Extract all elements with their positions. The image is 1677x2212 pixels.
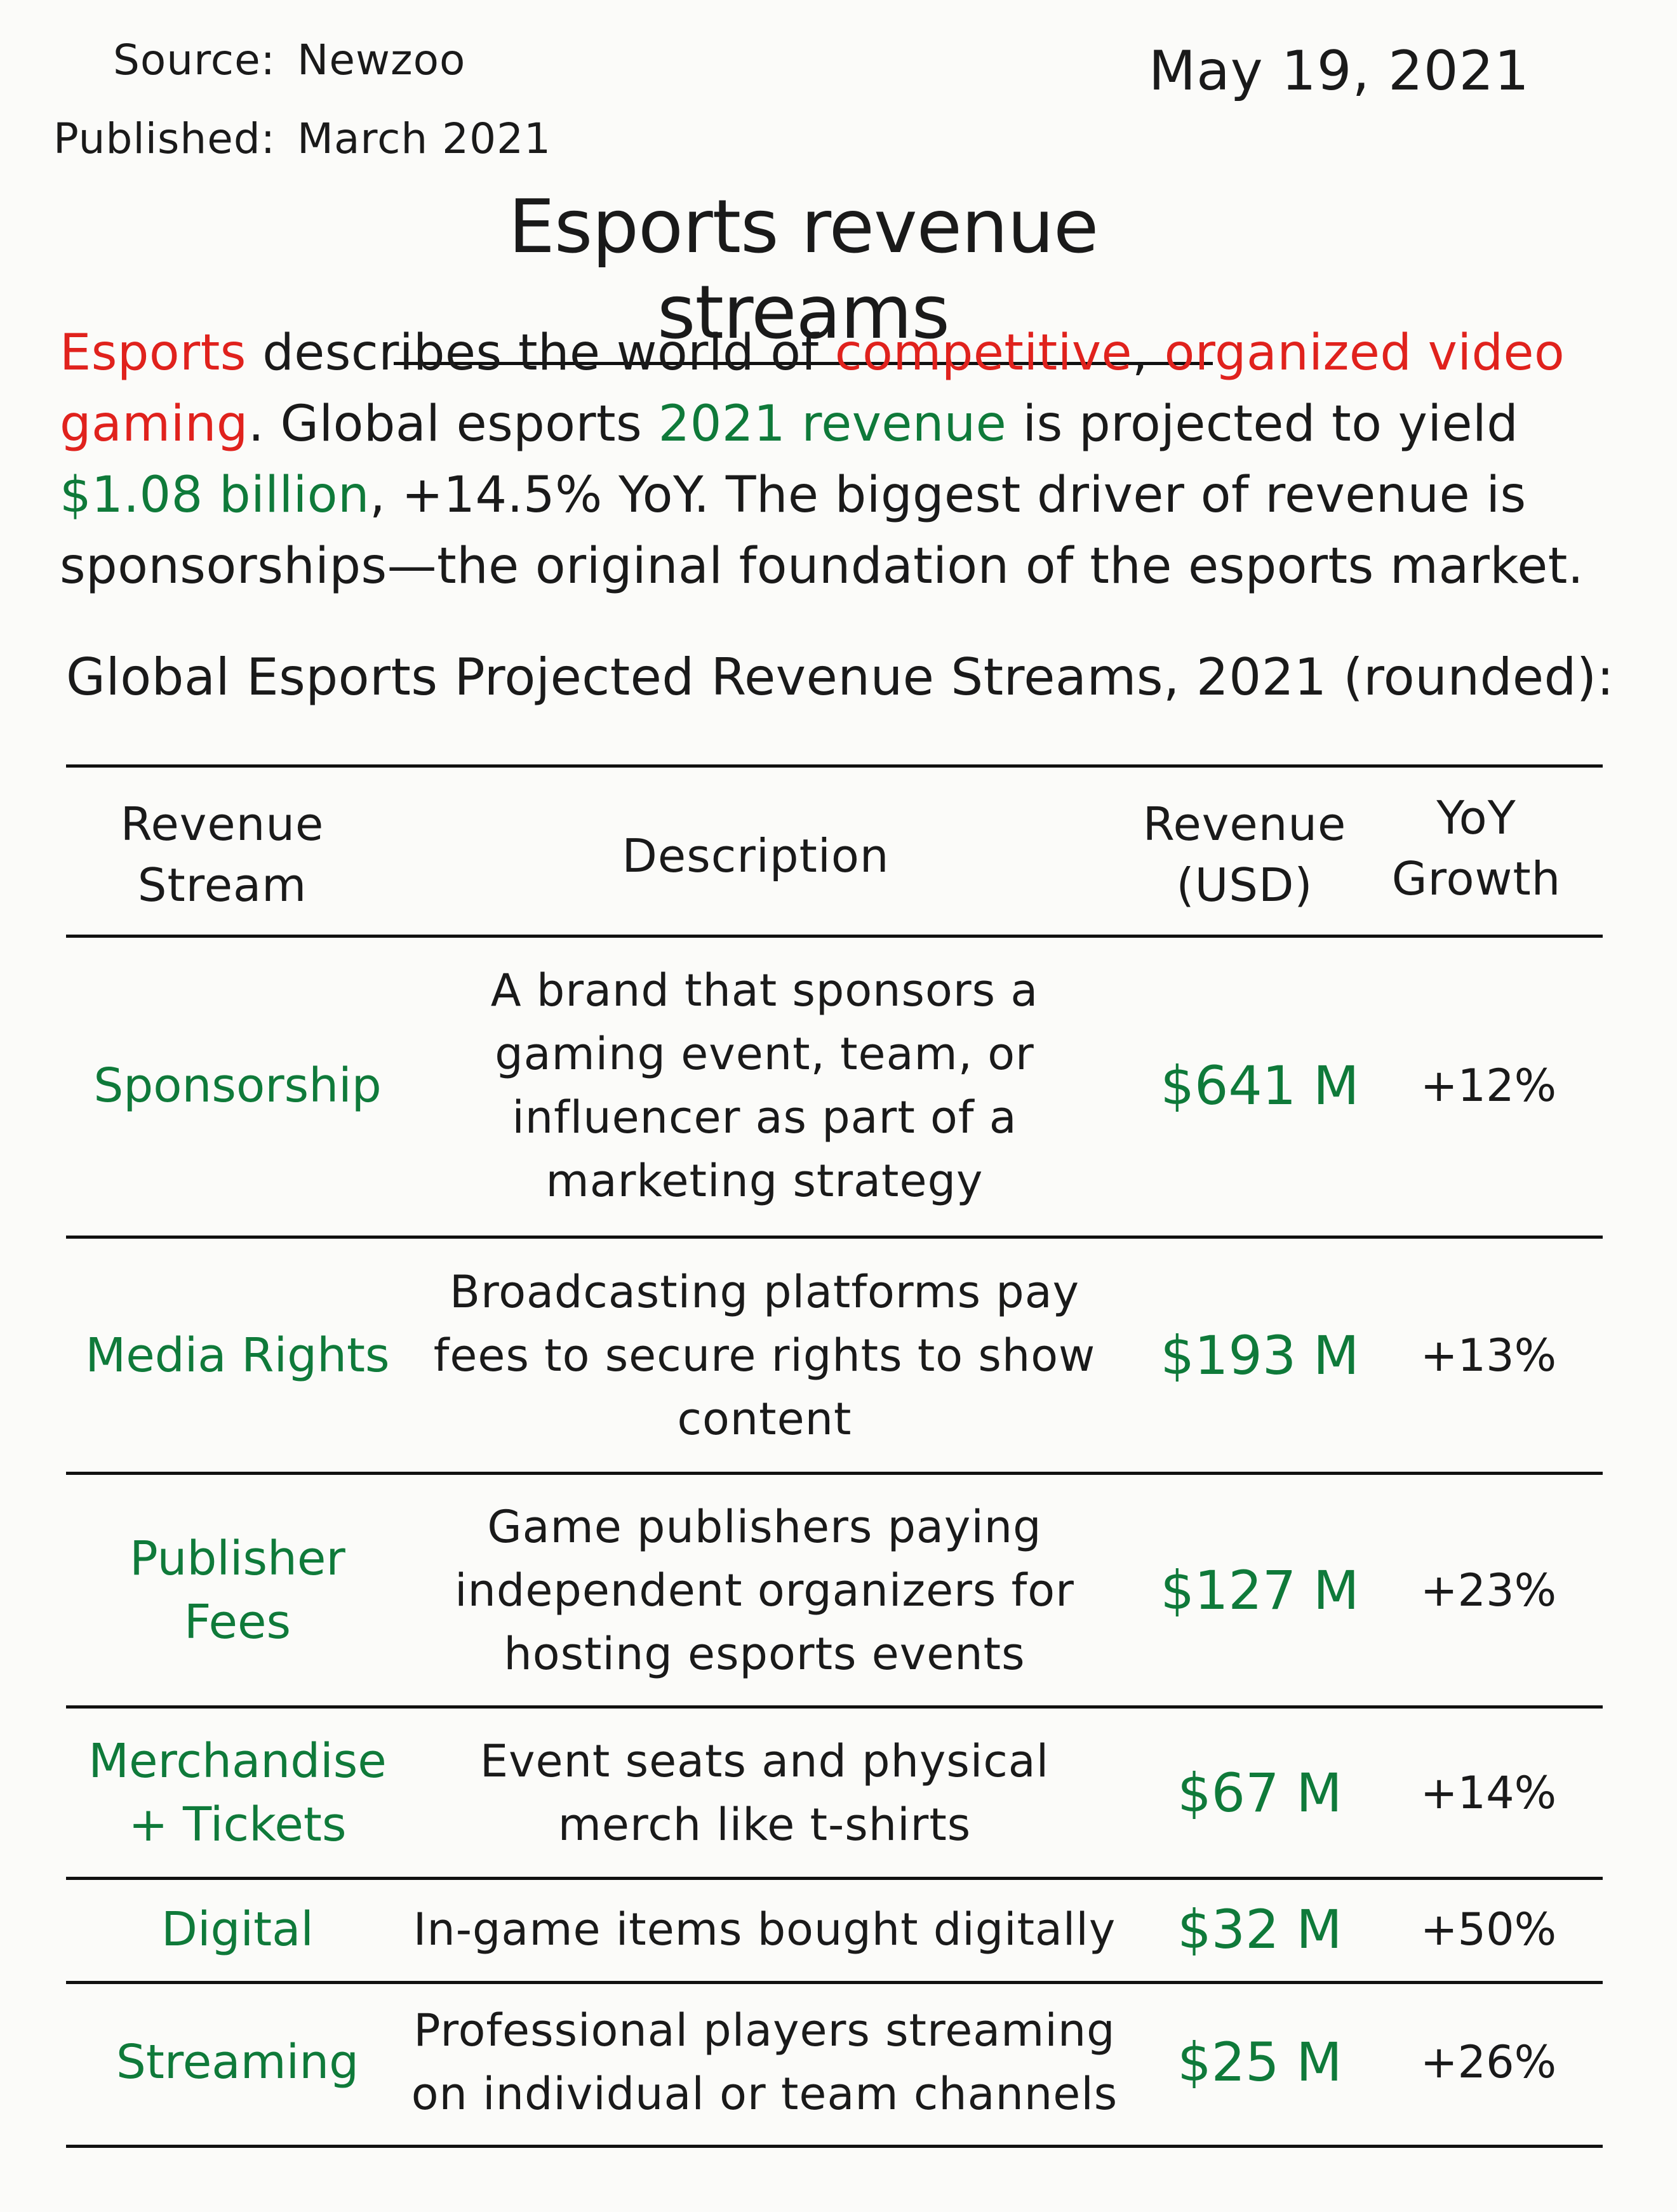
table-rule	[66, 764, 1603, 768]
row-stream: Merchandise + Tickets	[88, 1734, 387, 1852]
row-stream: Sponsorship	[93, 1058, 382, 1113]
row-revenue: $193 M	[1160, 1324, 1360, 1387]
source-label: Source:	[113, 36, 276, 84]
row-stream: Publisher Fees	[130, 1531, 345, 1649]
row-description: A brand that sponsors a gaming event, team, or influencer as part of a marketing strategy	[490, 964, 1039, 1207]
intro-term-organized: organized video gaming	[60, 324, 1565, 453]
table-row	[66, 1986, 1603, 2138]
header-revenue-stream	[76, 794, 368, 916]
table-row	[66, 1241, 1603, 1470]
document-date: May 19, 2021	[1148, 39, 1530, 103]
row-revenue: $641 M	[1160, 1055, 1360, 1117]
published-line	[53, 114, 551, 163]
header-line: Description	[622, 829, 890, 883]
row-revenue: $127 M	[1160, 1559, 1360, 1622]
intro-term-revenue: 2021 revenue	[658, 396, 1007, 453]
intro-term-esports: Esports	[60, 324, 246, 382]
table-row	[66, 1710, 1603, 1876]
header-line: Growth	[1391, 852, 1561, 905]
source-value: Newzoo	[297, 36, 466, 84]
header-revenue-usd	[1130, 794, 1359, 916]
table-rule	[66, 935, 1603, 938]
table-rule	[66, 1877, 1603, 1880]
row-stream: Streaming	[116, 2035, 359, 2089]
published-label: Published:	[53, 114, 276, 163]
table-row	[66, 940, 1603, 1232]
row-yoy: +12%	[1420, 1060, 1557, 1112]
page-title: Esports revenue streams	[394, 184, 1213, 365]
row-yoy: +23%	[1420, 1564, 1557, 1616]
intro-term-competitive: competitive	[834, 324, 1133, 382]
row-revenue: $32 M	[1177, 1898, 1342, 1961]
intro-text: is projected to yield	[1006, 396, 1519, 453]
row-stream: Digital	[161, 1902, 314, 1957]
header-line: Stream	[137, 858, 307, 912]
table-row	[66, 1477, 1603, 1704]
intro-text: ,	[1132, 324, 1165, 382]
published-value: March 2021	[297, 114, 552, 163]
row-revenue: $67 M	[1177, 1762, 1342, 1824]
row-revenue: $25 M	[1177, 2031, 1342, 2093]
header-description	[406, 825, 1105, 886]
header-yoy-growth	[1372, 787, 1581, 909]
table-caption: Global Esports Projected Revenue Streams, 2021 (rounded):	[66, 648, 1615, 707]
table-rule	[66, 1705, 1603, 1709]
intro-text: , +14.5% YoY. The biggest driver of revenue is sponsorships—the original foundation of the esports market.	[60, 467, 1584, 595]
intro-paragraph	[60, 317, 1596, 602]
row-yoy: +26%	[1420, 2036, 1557, 2088]
row-description: Game publishers paying independent organizers for hosting esports events	[455, 1501, 1074, 1680]
table-row	[66, 1882, 1603, 1977]
table-rule	[66, 1236, 1603, 1239]
row-description: Professional players streaming on individual or team channels	[411, 2004, 1118, 2120]
row-description: Event seats and physical merch like t-shirts	[479, 1735, 1050, 1851]
intro-text: describes the world of	[246, 324, 835, 382]
row-yoy: +50%	[1420, 1903, 1557, 1955]
table-rule	[66, 1981, 1603, 1984]
source-line	[113, 36, 465, 84]
header-line: YoY	[1436, 791, 1516, 844]
table-rule	[66, 1472, 1603, 1475]
row-description: In-game items bought digitally	[413, 1903, 1116, 1955]
row-description: Broadcasting platforms pay fees to secure rights to show content	[433, 1266, 1096, 1445]
row-stream: Media Rights	[85, 1328, 390, 1383]
intro-text: . Global esports	[248, 396, 658, 453]
table-rule	[66, 2145, 1603, 2148]
header-line: Revenue	[120, 797, 324, 851]
header-line: (USD)	[1176, 858, 1313, 912]
intro-term-total: $1.08 billion	[60, 467, 370, 524]
row-yoy: +14%	[1420, 1767, 1557, 1819]
row-yoy: +13%	[1420, 1329, 1557, 1382]
header-line: Revenue	[1142, 797, 1347, 851]
